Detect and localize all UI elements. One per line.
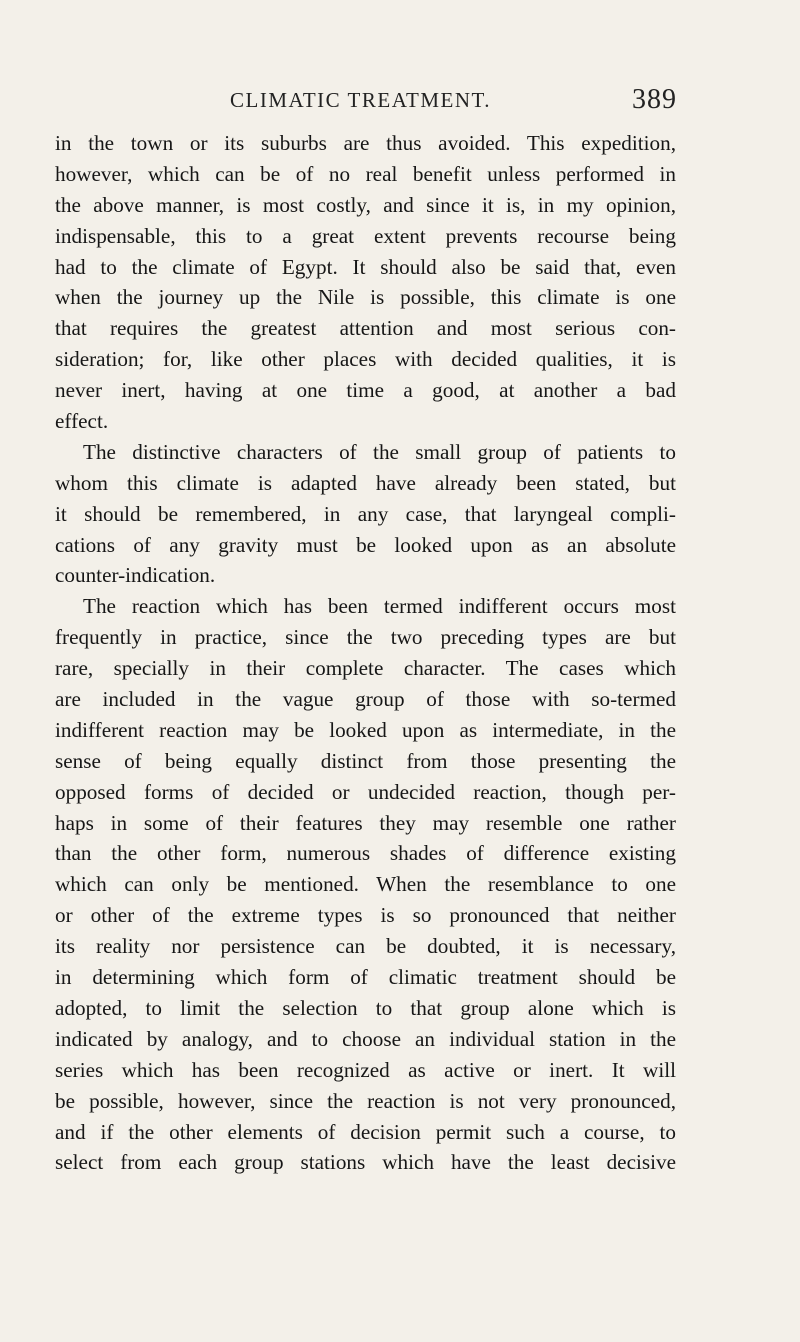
text-line: in determining which form of climatic treatment should be <box>55 965 676 990</box>
text-line: when the journey up the Nile is possible, this climate is one <box>55 285 676 310</box>
text-line: indispensable, this to a great extent prevents recourse being <box>55 223 676 248</box>
text-line: in the town or its suburbs are thus avoided. This expedition, <box>55 131 676 155</box>
paragraph-2 <box>55 437 676 591</box>
text-line: it should be remembered, in any case, that laryngeal compli- <box>55 501 676 526</box>
text-line: however, which can be of no real benefit unless performed in <box>55 161 676 186</box>
text-line: which can only be mentioned. When the resemblance to one <box>55 872 676 897</box>
text-line: that requires the greatest attention and most serious con- <box>55 316 676 341</box>
text-line: sideration; for, like other places with decided qualities, it is <box>55 347 676 372</box>
text-line: select from each group stations which have the least decisive <box>55 1150 676 1175</box>
text-line: haps in some of their features they may resemble one rather <box>55 810 676 835</box>
text-line: indicated by analogy, and to choose an individual station in the <box>55 1026 676 1051</box>
text-line: be possible, however, since the reaction is not very pronounced, <box>55 1088 676 1113</box>
text-line: than the other form, numerous shades of difference existing <box>55 841 676 866</box>
text-line: The reaction which has been termed indifferent occurs most <box>83 594 676 619</box>
text-line: frequently in practice, since the two preceding types are but <box>55 625 676 650</box>
text-line: had to the climate of Egypt. It should also be said that, even <box>55 254 676 279</box>
text-line: its reality nor persistence can be doubted, it is necessary, <box>55 934 676 959</box>
paragraph-3 <box>55 591 676 1178</box>
text-line: the above manner, is most costly, and since it is, in my opinion, <box>55 192 676 217</box>
text-line: counter-indication. <box>55 563 216 588</box>
text-line: sense of being equally distinct from those presenting the <box>55 748 676 773</box>
text-line: never inert, having at one time a good, at another a bad <box>55 378 676 403</box>
text-line: are included in the vague group of those with so-termed <box>55 687 676 712</box>
running-head <box>55 84 677 116</box>
text-line: cations of any gravity must be looked upon as an absolute <box>55 532 676 557</box>
text-line: The distinctive characters of the small group of patients to <box>83 439 676 464</box>
text-line: opposed forms of decided or undecided reaction, though per- <box>55 779 676 804</box>
text-line: series which has been recognized as active or inert. It will <box>55 1057 676 1082</box>
text-line: effect. <box>55 409 109 434</box>
body-text <box>55 128 676 1178</box>
text-line: and if the other elements of decision permit such a course, to <box>55 1119 676 1144</box>
text-line: rare, specially in their complete character. The cases which <box>55 656 676 681</box>
text-line: or other of the extreme types is so pronounced that neither <box>55 903 676 928</box>
text-line: whom this climate is adapted have already been stated, but <box>55 470 676 495</box>
text-line: adopted, to limit the selection to that group alone which is <box>55 995 676 1020</box>
paragraph-1 <box>55 128 676 437</box>
text-line: indifferent reaction may be looked upon as intermediate, in the <box>55 717 676 742</box>
page-number: 389 <box>632 84 677 115</box>
running-title: CLIMATIC TREATMENT. <box>230 88 492 112</box>
